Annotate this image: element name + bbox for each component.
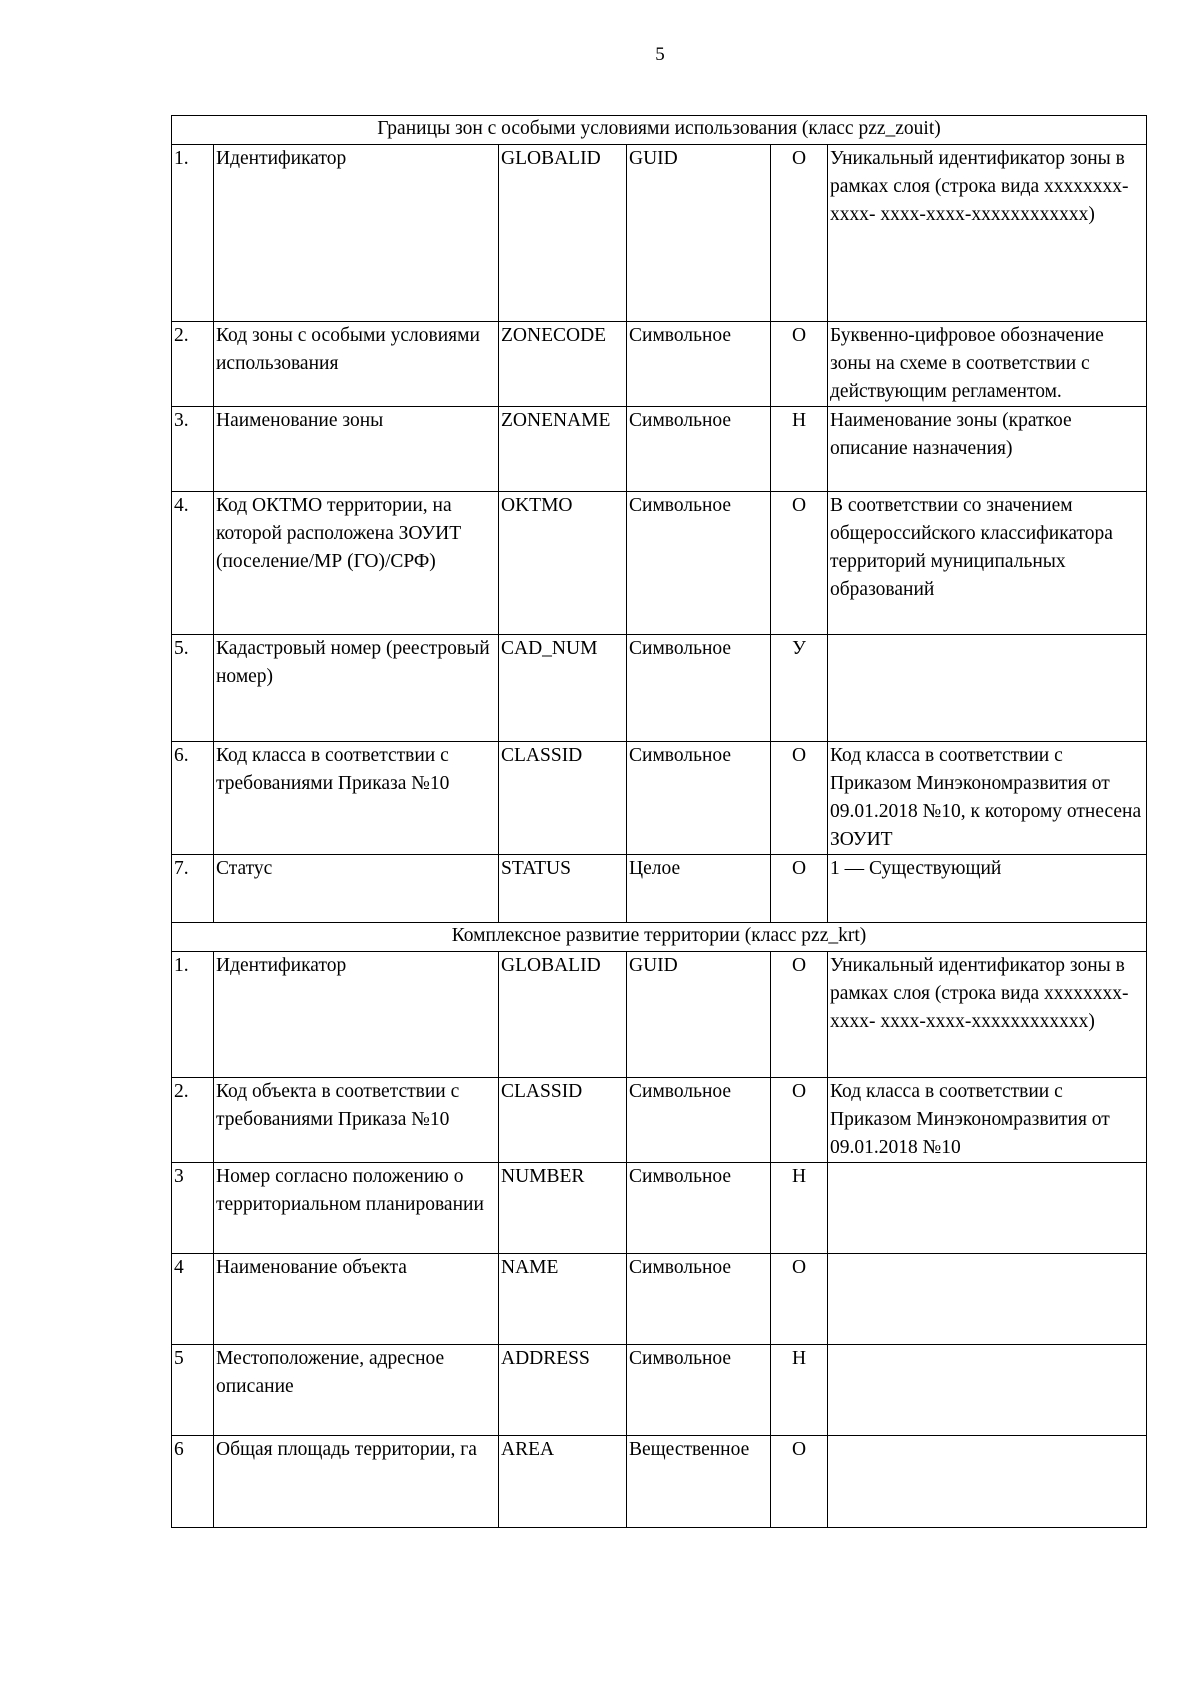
field-description: Буквенно-цифровое обозначение зоны на схеме в соответствии с действующим регламентом.: [828, 322, 1147, 407]
attribute-name: Номер согласно положению о территориальном планировании: [214, 1163, 499, 1254]
requirement-flag: О: [771, 145, 828, 322]
field-code: ADDRESS: [499, 1345, 627, 1436]
row-number: 1.: [172, 952, 214, 1078]
attribute-name: Код объекта в соответствии с требованиями Приказа №10: [214, 1078, 499, 1163]
row-number: 5.: [172, 635, 214, 742]
section-title: Комплексное развитие территории (класс pzz_krt): [172, 923, 1147, 952]
field-type: Символьное: [627, 492, 771, 635]
field-type: Символьное: [627, 322, 771, 407]
table-row: [172, 1254, 1147, 1345]
row-number: 1.: [172, 145, 214, 322]
row-number: 6: [172, 1436, 214, 1528]
attribute-name: Идентификатор: [214, 952, 499, 1078]
table-row: [172, 952, 1147, 1078]
field-description: [828, 635, 1147, 742]
requirement-flag: Н: [771, 407, 828, 492]
attribute-name: Наименование объекта: [214, 1254, 499, 1345]
field-code: OKTMO: [499, 492, 627, 635]
requirement-flag: Н: [771, 1163, 828, 1254]
field-type: Символьное: [627, 1163, 771, 1254]
table-row: [172, 742, 1147, 855]
field-type: Символьное: [627, 1254, 771, 1345]
attribute-name: Общая площадь территории, га: [214, 1436, 499, 1528]
attribute-name: Наименование зоны: [214, 407, 499, 492]
attribute-name: Кадастровый номер (реестровый номер): [214, 635, 499, 742]
row-number: 4.: [172, 492, 214, 635]
field-type: Символьное: [627, 635, 771, 742]
page-number: 5: [655, 44, 665, 65]
attribute-name: Местоположение, адресное описание: [214, 1345, 499, 1436]
field-type: GUID: [627, 952, 771, 1078]
field-code: ZONECODE: [499, 322, 627, 407]
requirement-flag: О: [771, 1436, 828, 1528]
table-row: [172, 407, 1147, 492]
row-number: 2.: [172, 322, 214, 407]
row-number: 6.: [172, 742, 214, 855]
field-description: Код класса в соответствии с Приказом Минэкономразвития от 09.01.2018 №10, к которому отнесена ЗОУИТ: [828, 742, 1147, 855]
field-code: STATUS: [499, 855, 627, 923]
table-row: [172, 855, 1147, 923]
requirement-flag: О: [771, 952, 828, 1078]
table-row: [172, 322, 1147, 407]
section-header-row: [172, 923, 1147, 952]
attribute-name: Код ОКТМО территории, на которой расположена ЗОУИТ (поселение/МР (ГО)/СРФ): [214, 492, 499, 635]
row-number: 4: [172, 1254, 214, 1345]
table-row: [172, 1436, 1147, 1528]
field-type: Символьное: [627, 742, 771, 855]
attribute-name: Код зоны с особыми условиями использования: [214, 322, 499, 407]
field-type: Символьное: [627, 1078, 771, 1163]
row-number: 3: [172, 1163, 214, 1254]
requirement-flag: О: [771, 855, 828, 923]
row-number: 7.: [172, 855, 214, 923]
field-code: CLASSID: [499, 742, 627, 855]
table-row: [172, 635, 1147, 742]
attributes-table: [171, 115, 1147, 1528]
field-code: ZONENAME: [499, 407, 627, 492]
table-row: [172, 1163, 1147, 1254]
field-description: Уникальный идентификатор зоны в рамках слоя (строка вида xxxxxxxx-xxxx- xxxx-xxxx-xxxxxxxxxxxx): [828, 952, 1147, 1078]
field-description: 1 — Существующий: [828, 855, 1147, 923]
field-description: [828, 1254, 1147, 1345]
field-code: NAME: [499, 1254, 627, 1345]
field-description: В соответствии со значением общероссийского классификатора территорий муниципальных образований: [828, 492, 1147, 635]
table-row: [172, 1345, 1147, 1436]
row-number: 5: [172, 1345, 214, 1436]
field-type: Символьное: [627, 1345, 771, 1436]
section-title: Границы зон с особыми условиями использования (класс pzz_zouit): [172, 116, 1147, 145]
requirement-flag: О: [771, 1254, 828, 1345]
field-type: Символьное: [627, 407, 771, 492]
field-code: GLOBALID: [499, 145, 627, 322]
field-type: Целое: [627, 855, 771, 923]
field-description: Код класса в соответствии с Приказом Минэкономразвития от 09.01.2018 №10: [828, 1078, 1147, 1163]
table-row: [172, 1078, 1147, 1163]
field-description: [828, 1345, 1147, 1436]
field-type: GUID: [627, 145, 771, 322]
row-number: 3.: [172, 407, 214, 492]
attribute-name: Статус: [214, 855, 499, 923]
row-number: 2.: [172, 1078, 214, 1163]
field-code: NUMBER: [499, 1163, 627, 1254]
requirement-flag: Н: [771, 1345, 828, 1436]
table-row: [172, 145, 1147, 322]
requirement-flag: О: [771, 322, 828, 407]
field-code: GLOBALID: [499, 952, 627, 1078]
requirement-flag: О: [771, 492, 828, 635]
field-code: AREA: [499, 1436, 627, 1528]
field-description: Наименование зоны (краткое описание назначения): [828, 407, 1147, 492]
attribute-name: Идентификатор: [214, 145, 499, 322]
field-description: [828, 1163, 1147, 1254]
field-code: CLASSID: [499, 1078, 627, 1163]
table-row: [172, 492, 1147, 635]
field-type: Вещественное: [627, 1436, 771, 1528]
requirement-flag: О: [771, 742, 828, 855]
field-description: Уникальный идентификатор зоны в рамках слоя (строка вида xxxxxxxx-xxxx- xxxx-xxxx-xxxxxxxxxxxx): [828, 145, 1147, 322]
requirement-flag: У: [771, 635, 828, 742]
field-code: CAD_NUM: [499, 635, 627, 742]
field-description: [828, 1436, 1147, 1528]
attribute-name: Код класса в соответствии с требованиями Приказа №10: [214, 742, 499, 855]
requirement-flag: О: [771, 1078, 828, 1163]
section-header-row: [172, 116, 1147, 145]
